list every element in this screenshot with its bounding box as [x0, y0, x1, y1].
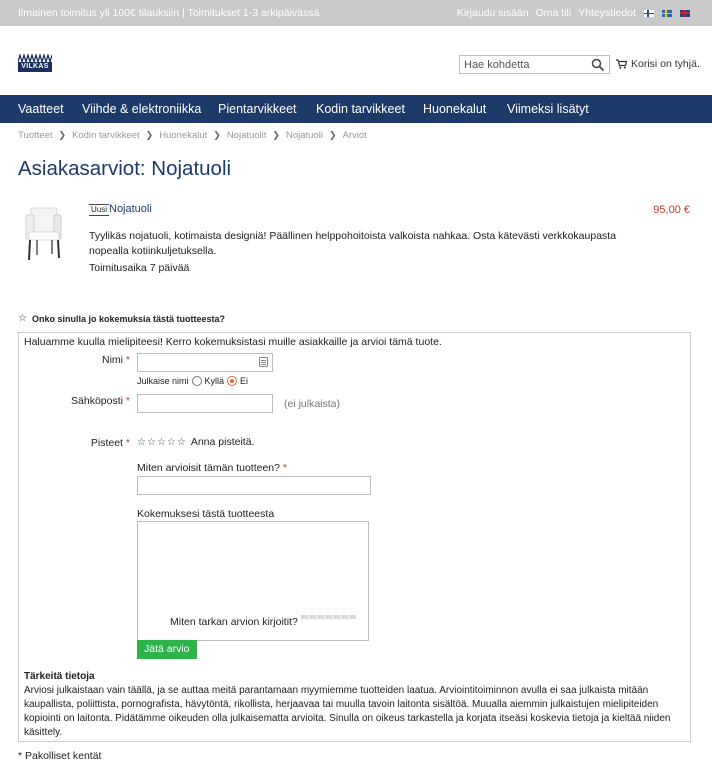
name-label-text: Nimi — [101, 354, 123, 366]
main-nav — [0, 95, 712, 123]
name-label — [79, 354, 130, 366]
required-fields-note: * Pakolliset kentät — [18, 750, 102, 762]
shipping-promo: Ilmainen toimitus yli 100€ tilauksiin | Toimitukset 1-3 arkipäivässä — [18, 7, 320, 19]
page-title: Asiakasarviot: Nojatuoli — [18, 157, 232, 180]
top-links — [457, 7, 690, 19]
required-mark: * — [125, 437, 130, 449]
star-outline-icon: ☆ — [18, 313, 27, 324]
breadcrumb-separator-icon: ❯ — [58, 130, 67, 140]
email-label-text: Sähköposti — [71, 395, 123, 407]
breadcrumb-reviews: Arviot — [342, 130, 367, 141]
breadcrumb-separator-icon: ❯ — [145, 130, 154, 140]
breadcrumb-furniture[interactable]: Huonekalut — [159, 130, 208, 141]
keyboard-icon[interactable] — [259, 357, 268, 367]
name-input[interactable] — [138, 354, 272, 371]
login-link[interactable]: Kirjaudu sisään — [456, 7, 529, 19]
headline-field-wrapper — [137, 476, 371, 495]
breadcrumb-armchairs[interactable]: Nojatuolit — [226, 130, 267, 141]
review-length-meter — [301, 615, 356, 619]
review-question — [18, 313, 225, 324]
email-field-wrapper — [137, 394, 273, 413]
required-mark: * — [125, 395, 130, 407]
rating-stars — [137, 436, 254, 448]
breadcrumb-separator-icon: ❯ — [272, 130, 280, 140]
product-price: 95,00 € — [653, 204, 690, 216]
submit-review-button[interactable]: Jätä arvio — [137, 640, 197, 659]
publish-no-radio[interactable] — [227, 376, 237, 386]
rating-star-5-icon[interactable]: ☆ — [176, 436, 186, 448]
cart-status: Korisi on tyhjä. — [631, 58, 700, 70]
contact-link[interactable]: Yhteystiedot — [578, 7, 636, 19]
review-form — [18, 332, 691, 742]
publish-no-label[interactable]: Ei — [240, 376, 249, 386]
product-description: Tyylikäs nojatuoli, kotimaista designiä! Päällinen helppohoitoista valkoista nahkaa. Osta kätevästi verkkokaupasta nopealla kotiinkuljetuksella. — [89, 230, 617, 257]
headline-label-text: Miten arvioisit tämän tuotteen? — [137, 462, 280, 474]
publish-yes-label[interactable]: Kyllä — [204, 376, 225, 386]
publish-name-label: Julkaise nimi — [137, 376, 189, 386]
rating-star-3-icon[interactable]: ☆ — [156, 436, 166, 448]
breadcrumb-separator-icon: ❯ — [213, 130, 221, 140]
required-mark: * — [125, 354, 130, 366]
publish-name-row — [137, 376, 248, 386]
name-field-wrapper — [137, 353, 273, 372]
email-input[interactable] — [138, 395, 272, 412]
new-badge: Uusi — [91, 205, 108, 214]
cart-summary[interactable] — [616, 58, 700, 70]
logo-text: VILKAS — [18, 62, 52, 72]
headline-input[interactable] — [138, 477, 370, 494]
delivery-time: Toimitusaika 7 päivää — [89, 262, 190, 274]
form-intro: Haluamme kuulla mielipiteesi! Kerro kokemuksistasi muille asiakkaille ja arvioi tämä tuote. — [24, 336, 442, 348]
product-image[interactable] — [20, 205, 65, 263]
search-icon[interactable] — [591, 58, 605, 72]
swedish-flag-icon[interactable] — [662, 10, 672, 17]
headline-label — [137, 462, 287, 474]
info-text: Arviosi julkaistaan vain täällä, ja se auttaa meitä parantamaan myymiemme tuotteiden laatua. Arviointitoiminnon avulla ei saa julkaista mitään kaupallista, poliittista, pornografista, hävytöntä, rikollista, herjaavaa tai muulla tavoin laitonta sisältöä. Muualla aiemmin julkaistujen mielipiteiden kopiointi on laitonta. Pidätämme oikeuden olla julkaisematta arvioita. Sinulla on oikeus tarkastella ja korjata itseäsi koskevia tietoja ja kieltää niiden käsittely. — [24, 685, 671, 738]
review-length-label: Miten tarkan arvion kirjoitit? — [170, 616, 298, 628]
rating-star-2-icon[interactable]: ☆ — [146, 436, 156, 448]
logo-zigzag-icon — [18, 54, 52, 62]
nav-item-furniture[interactable]: Huonekalut — [423, 102, 487, 116]
rating-star-4-icon[interactable]: ☆ — [166, 436, 176, 448]
breadcrumb-home-supplies[interactable]: Kodin tarvikkeet — [72, 130, 140, 141]
search-input[interactable] — [460, 56, 586, 73]
finnish-flag-icon[interactable] — [644, 10, 654, 17]
english-flag-icon[interactable] — [680, 10, 690, 17]
experience-label: Kokemuksesi tästä tuotteesta — [137, 508, 275, 520]
rating-label-text: Pisteet — [90, 437, 123, 449]
cart-icon — [616, 59, 627, 69]
nav-item-clothing[interactable]: Vaatteet — [18, 102, 64, 116]
nav-item-recently-added[interactable]: Viimeksi lisätyt — [507, 102, 589, 116]
nav-item-home-supplies[interactable]: Kodin tarvikkeet — [316, 102, 405, 116]
breadcrumb — [18, 130, 367, 141]
store-logo[interactable] — [18, 53, 52, 75]
review-question-text: Onko sinulla jo kokemuksia tästä tuotteesta? — [31, 313, 226, 324]
info-title: Tärkeitä tietoja — [24, 671, 95, 682]
rating-hint: Anna pisteitä. — [190, 436, 255, 448]
search-box — [459, 55, 610, 74]
email-hint: (ei julkaista) — [284, 398, 341, 410]
breadcrumb-products[interactable]: Tuotteet — [18, 130, 53, 141]
top-bar — [0, 0, 712, 26]
rating-star-1-icon[interactable]: ☆ — [137, 436, 146, 448]
nav-item-entertainment[interactable]: Viihde & elektroniikka — [82, 102, 202, 116]
account-link[interactable]: Oma tili — [535, 7, 572, 19]
breadcrumb-separator-icon: ❯ — [328, 130, 337, 140]
rating-label — [69, 437, 130, 449]
email-label — [49, 395, 130, 407]
product-name-link[interactable]: Nojatuoli — [109, 203, 152, 215]
nav-item-small-supplies[interactable]: Pientarvikkeet — [218, 102, 297, 116]
publish-yes-radio[interactable] — [192, 376, 202, 386]
breadcrumb-armchair[interactable]: Nojatuoli — [285, 130, 323, 141]
required-mark: * — [282, 462, 288, 474]
